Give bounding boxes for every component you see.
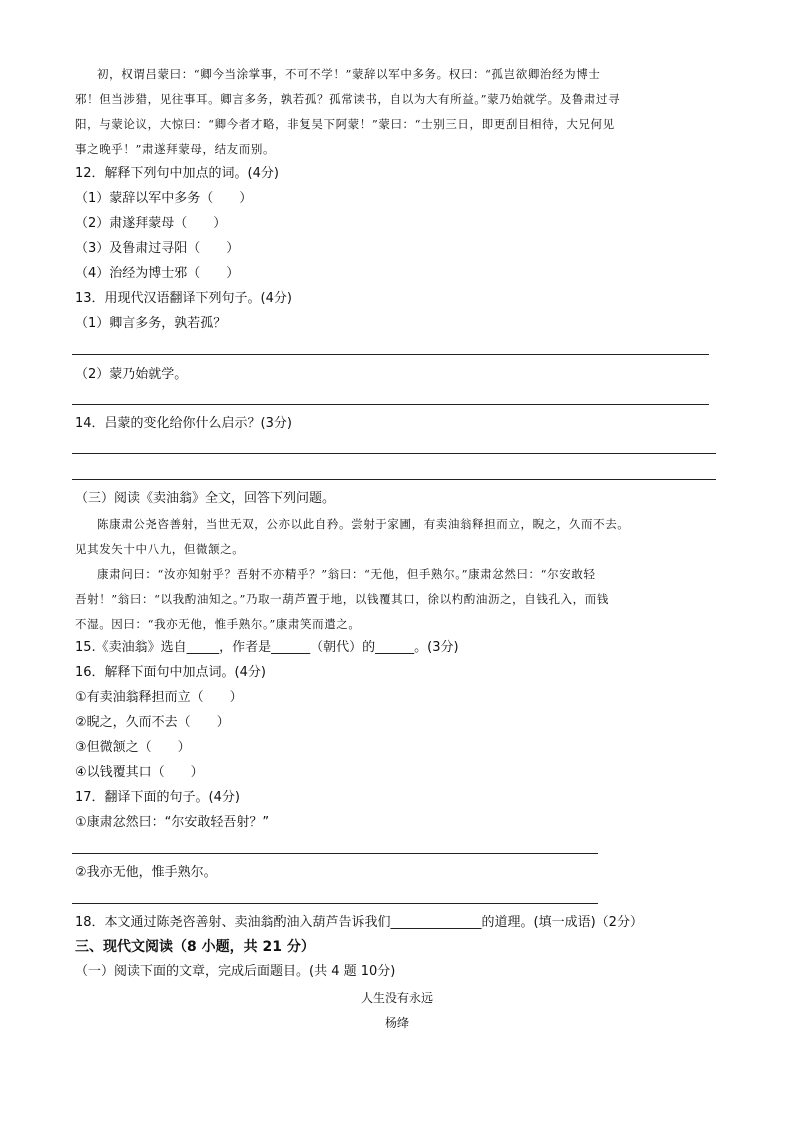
- answer-line: [72, 404, 709, 405]
- question-17-item: ②我亦无他，惟手熟尔。: [75, 865, 217, 880]
- answer-line: [72, 453, 716, 454]
- passage2-line: 吾射！”翁曰：“以我酌油知之。”乃取一葫芦置于地，以钱覆其口，徐以杓酌油沥之，自钱孔入，而钱: [75, 592, 609, 606]
- answer-line: [72, 853, 598, 854]
- question-12-item: （4）治经为博士邪（ ）: [75, 266, 240, 281]
- question-15-stem: 15.《卖油翁》选自_____，作者是______（朝代）的______。(3分): [75, 640, 459, 655]
- question-16-item: ④以钱覆其口（ ）: [75, 765, 204, 780]
- question-12-item: （3）及鲁肃过寻阳（ ）: [75, 241, 240, 256]
- passage2-line: 不湿。因曰：“我亦无他，惟手熟尔。”康肃笑而遣之。: [75, 617, 361, 631]
- passage2-line: 康肃问曰：“汝亦知射乎？吾射不亦精乎？”翁曰：“无他，但手熟尔。”康肃忿然曰：“尔安敢轻: [97, 567, 596, 581]
- question-16-item: ②睨之，久而不去（ ）: [75, 715, 230, 730]
- article-title: 人生没有永远: [360, 991, 433, 1005]
- question-16-item: ③但微颔之（ ）: [75, 740, 191, 755]
- question-13-stem: 13．用现代汉语翻译下列句子。(4分): [75, 291, 292, 306]
- question-16-stem: 16．解释下面句中加点词。(4分): [75, 665, 266, 680]
- question-12-item: （2）肃遂拜蒙母（ ）: [75, 216, 227, 231]
- question-18-stem: 18．本文通过陈尧咨善射、卖油翁酌油入葫芦告诉我们______________的道理。(填一成语)（2分）: [75, 915, 643, 930]
- passage2-line: 见其发矢十中八九，但微颔之。: [75, 542, 245, 556]
- question-14-stem: 14．吕蒙的变化给你什么启示？(3分): [75, 416, 292, 431]
- article-author: 杨绛: [384, 1016, 409, 1030]
- part-3-heading: 三、现代文阅读（8 小题，共 21 分）: [75, 939, 315, 955]
- question-13-item: （1）卿言多务，孰若孤？: [75, 316, 227, 331]
- section-3-heading: （三）阅读《卖油翁》全文，回答下列问题。: [75, 491, 336, 506]
- part-3-subheading: （一）阅读下面的文章，完成后面题目。(共 4 题 10分): [75, 964, 396, 979]
- answer-line: [72, 354, 709, 355]
- question-17-item: ①康肃忿然曰：“尔安敢轻吾射？”: [75, 815, 270, 830]
- question-13-item: （2）蒙乃始就学。: [75, 367, 188, 382]
- question-12-stem: 12．解释下列句中加点的词。(4分): [75, 166, 279, 181]
- answer-line: [72, 479, 716, 480]
- passage1-line: 事之晚乎！”肃遂拜蒙母，结友而别。: [75, 142, 276, 156]
- question-12-item: （1）蒙辞以军中多务（ ）: [75, 191, 253, 206]
- passage1-line: 阳，与蒙论议，大惊曰：“卿今者才略，非复吴下阿蒙！”蒙曰：“士别三日，即更刮目相待，大兄何见: [75, 117, 615, 131]
- passage2-line: 陈康肃公尧咨善射，当世无双，公亦以此自矜。尝射于家圃，有卖油翁释担而立，睨之，久而不去。: [97, 517, 630, 531]
- passage1-line: 初，权谓吕蒙曰：“卿今当涂掌事，不可不学！”蒙辞以军中多务。权曰：“孤岂欲卿治经为博士: [97, 67, 601, 81]
- question-16-item: ①有卖油翁释担而立（ ）: [75, 690, 243, 705]
- passage1-line: 邪！但当涉猎，见往事耳。卿言多务，孰若孤？孤常读书，自以为大有所益。”蒙乃始就学。及鲁肃过寻: [75, 92, 621, 106]
- answer-line: [72, 903, 598, 904]
- question-17-stem: 17．翻译下面的句子。(4分): [75, 790, 240, 805]
